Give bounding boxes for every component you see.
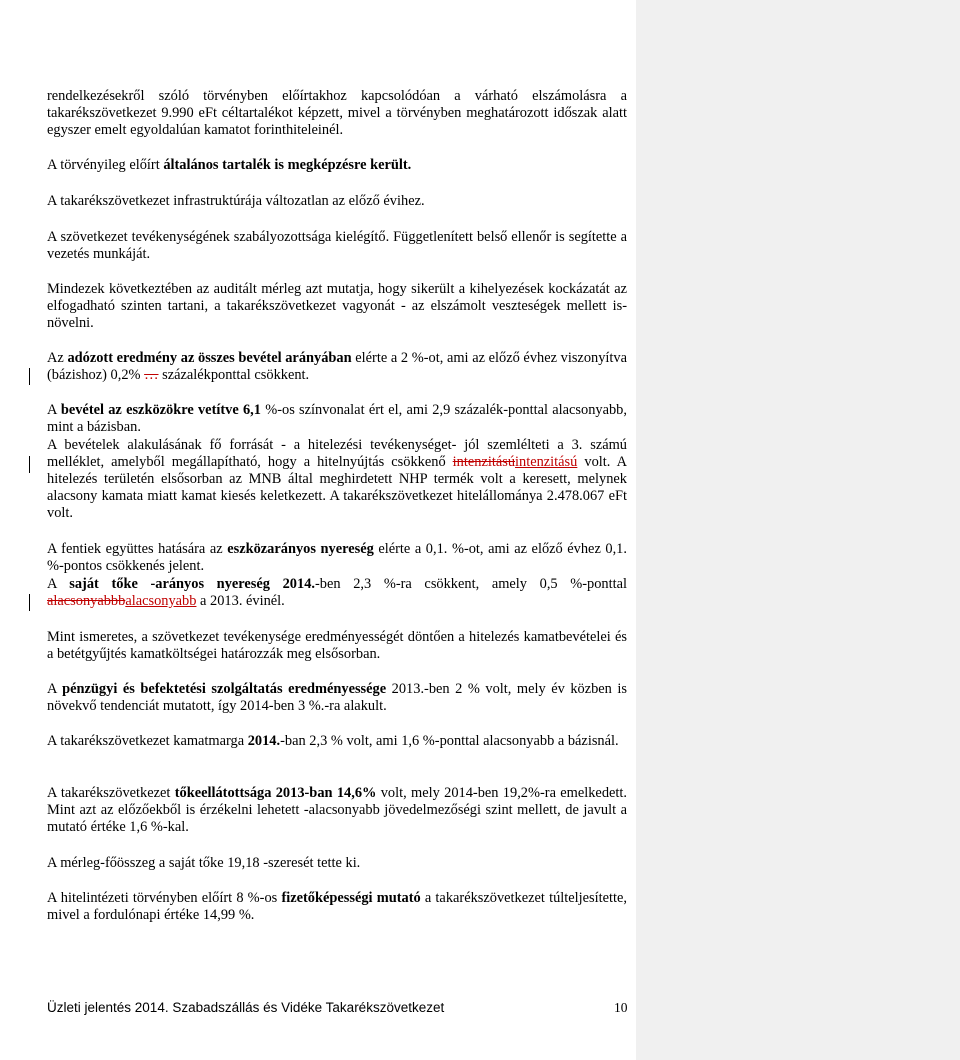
- paragraph-general-reserve: A törvényileg előírt általános tartalék is megképzésre került.: [47, 157, 412, 173]
- footer-title: Üzleti jelentés 2014. Szabadszállás és Vidéke Takarékszövetkezet: [47, 1000, 445, 1015]
- paragraph-interest-margin: A takarékszövetkezet kamatmarga 2014.-ban 2,3 % volt, ami 1,6 %-ponttal alacsonyabb a bázisnál.: [47, 733, 619, 749]
- paragraph-solvency: A hitelintézeti törvényben előírt 8 %-os fizetőképességi mutató a takarékszövetkezet túlteljesítette, mivel a fordulónapi értéke 14,99 %.: [47, 890, 627, 923]
- paragraph-capital-adequacy: A takarékszövetkezet tőkeellátottsága 2013-ban 14,6% volt, mely 2014-ben 19,2%-ra emelkedett. Mint azt az előzőekből is érzékelni lehetett -alacsonyabb jövedelmezőségi szint mellett, de javult a mutató értéke 1,6 %-kal.: [47, 785, 627, 835]
- paragraph-equity-return: A saját tőke -arányos nyereség 2014.-ben 2,3 %-ra csökkent, amely 0,5 %-ponttal alacsonyabbbalacsonyabb a 2013. évinél.: [47, 576, 627, 609]
- paragraph-audited-balance: Mindezek következtében az auditált mérleg azt mutatja, hogy sikerült a kihelyezések kockázatát az elfogadható szinten tartani, a takarékszövetkezet vagyonát - az elszámolt veszteségek mellett is- növelni.: [47, 281, 627, 331]
- paragraph-infrastructure: A takarékszövetkezet infrastruktúrája változatlan az előző évihez.: [47, 193, 425, 209]
- change-bar: [29, 456, 30, 473]
- paragraph-provisions: rendelkezésekről szóló törvényben előírtakhoz kapcsolódóan a várható elszámolásra a takarékszövetkezet 9.990 eFt céltartalékot képzett, mivel a törvényben meghatározott időszak alatt egyszer emelt egyoldalúan kamatot forinthiteleinél.: [47, 88, 627, 138]
- change-bar: [29, 368, 30, 385]
- comment-margin-pane: [636, 0, 960, 1060]
- paragraph-revenue-sources: A bevételek alakulásának fő forrását - a hitelezési tevékenységet- jól szemlélteti a 3. számú melléklet, amelyből megállapítható, hogy a hitelnyújtás csökkenő intenzitásúintenzitású volt. A hitelezés területén elsősorban az MNB által meghirdetett NHP termék volt a keresett, melynek alacsony kamata miatt kamat kiesés keletkezett. A takarékszövetkezet hitelállománya 2.478.067 eFt volt.: [47, 437, 627, 521]
- paragraph-financial-services: A pénzügyi és befektetési szolgáltatás eredményessége 2013.-ben 2 % volt, mely év közben is növekvő tendenciát mutatott, így 2014-ben 3 %.-ra alakult.: [47, 681, 628, 714]
- paragraph-balance-total: A mérleg-főösszeg a saját tőke 19,18 -szeresét tette ki.: [47, 855, 361, 871]
- page-number: 10: [614, 1000, 628, 1015]
- paragraph-asset-return: A fentiek együttes hatására az eszközarányos nyereség elérte a 0,1. %-ot, ami az előző évhez 0,1. %-pontos csökkenés jelent.: [47, 541, 627, 574]
- paragraph-after-tax-result: Az adózott eredmény az összes bevétel arányában elérte a 2 %-ot, ami az előző évhez viszonyítva (bázishoz) 0,2% … százalékponttal csökkent.: [47, 350, 627, 383]
- change-bar: [29, 594, 30, 611]
- paragraph-profitability-drivers: Mint ismeretes, a szövetkezet tevékenysége eredményességét döntően a hitelezés kamatbevételei és a betétgyűjtés kamatköltségei határozzák meg elsősorban.: [47, 629, 627, 662]
- paragraph-revenue-to-assets: A bevétel az eszközökre vetítve 6,1 %-os színvonalat ért el, ami 2,9 százalék-ponttal alacsonyabb, mint a bázisban.: [47, 402, 627, 435]
- paragraph-regulation: A szövetkezet tevékenységének szabályozottsága kielégítő. Függetlenített belső ellenőr is segítette a vezetés munkáját.: [47, 229, 627, 262]
